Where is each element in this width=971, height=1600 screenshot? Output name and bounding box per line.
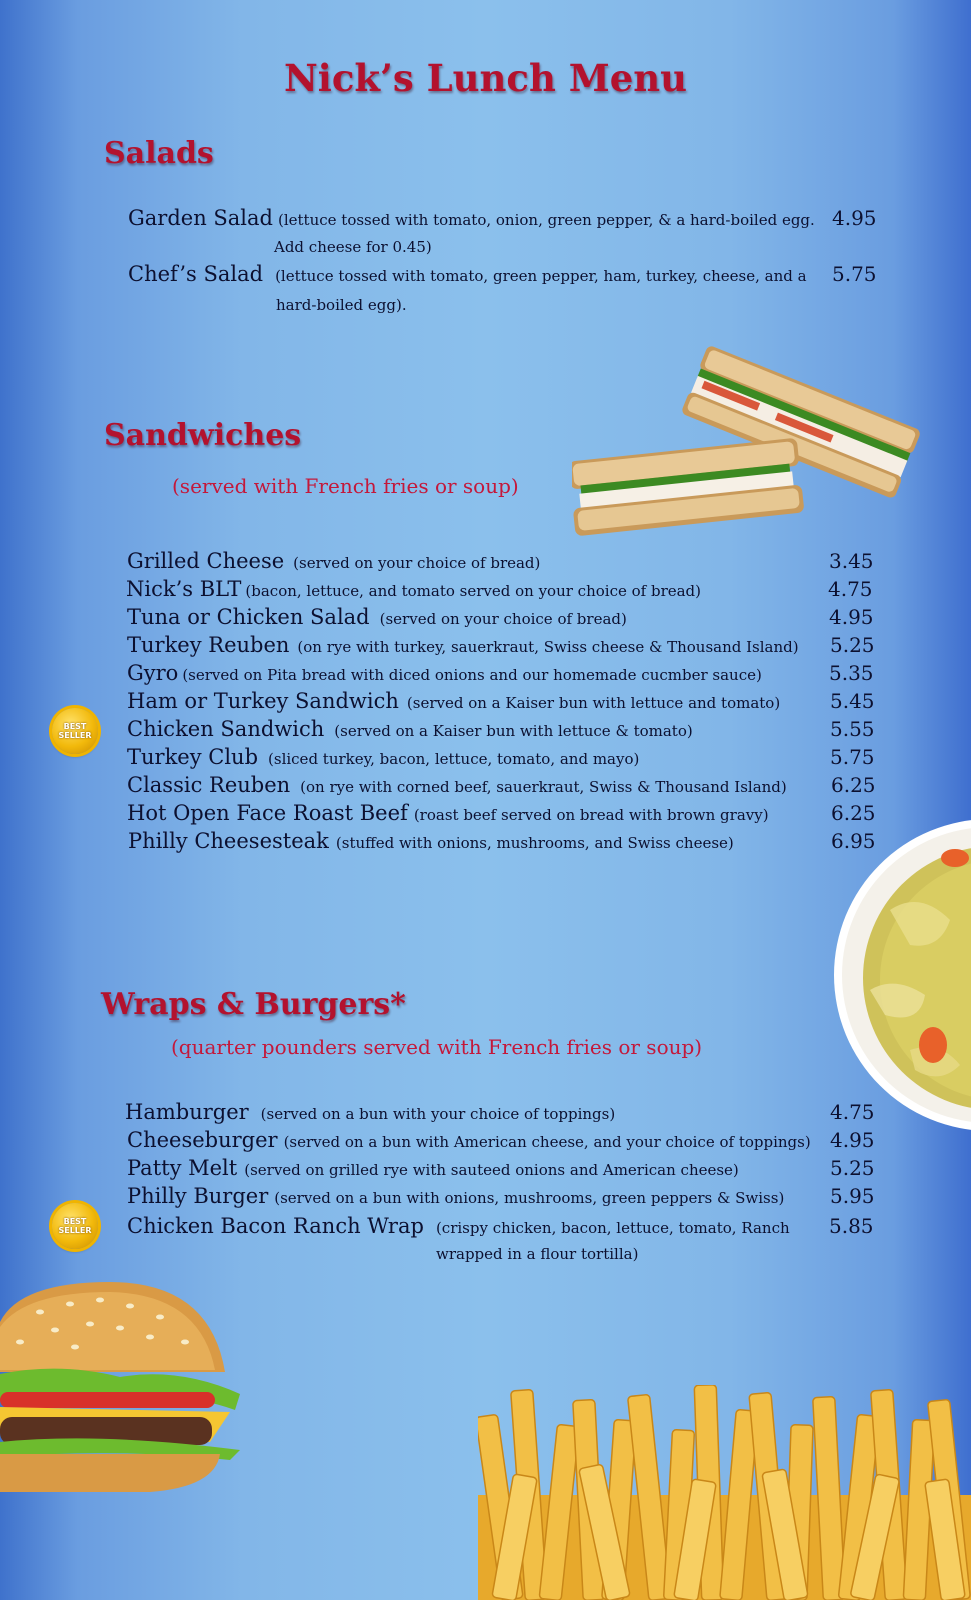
item-price: 5.95 — [830, 1184, 875, 1208]
item-name: Chef’s Salad — [128, 262, 264, 286]
item-description: (served on your choice of bread) — [293, 554, 541, 572]
item-price: 5.55 — [830, 717, 875, 741]
menu-item — [0, 773, 971, 801]
item-price: 4.95 — [830, 1128, 875, 1152]
item-name: Garden Salad — [128, 206, 273, 230]
menu-title: Nick’s Lunch Menu — [283, 56, 688, 100]
item-description: (served on grilled rye with sauteed onions and American cheese) — [244, 1161, 739, 1179]
item-description-cont: hard-boiled egg). — [276, 296, 407, 314]
sandwiches-heading: Sandwiches — [104, 418, 302, 453]
menu-item — [0, 206, 971, 234]
menu-item — [0, 1184, 971, 1212]
item-description: (sliced turkey, bacon, lettuce, tomato, and mayo) — [268, 750, 640, 768]
menu-item — [0, 262, 971, 290]
menu-item — [0, 633, 971, 661]
menu-item — [0, 549, 971, 577]
item-price: 5.75 — [832, 262, 877, 286]
item-description: (on rye with turkey, sauerkraut, Swiss cheese & Thousand Island) — [297, 638, 799, 656]
burger-image — [0, 1282, 250, 1532]
item-description: (bacon, lettuce, and tomato served on your choice of bread) — [245, 582, 702, 600]
menu-item — [0, 605, 971, 633]
item-price: 5.25 — [830, 1156, 875, 1180]
item-name: Gyro — [127, 661, 179, 685]
best-seller-badge: BEST SELLER — [52, 708, 98, 754]
item-price: 4.95 — [829, 605, 874, 629]
item-description: (on rye with corned beef, sauerkraut, Swiss & Thousand Island) — [300, 778, 787, 796]
item-description: (served on a Kaiser bun with lettuce and tomato) — [406, 694, 781, 712]
item-name: Hamburger — [125, 1100, 249, 1124]
wraps-heading: Wraps & Burgers* — [101, 987, 406, 1022]
menu-item — [0, 661, 971, 689]
item-description-cont: Add cheese for 0.45) — [274, 238, 432, 256]
best-seller-badge: BEST SELLER — [52, 1203, 98, 1249]
item-price: 4.75 — [830, 1100, 875, 1124]
item-description: (served on Pita bread with diced onions and our homemade cucmber sauce) — [182, 666, 762, 684]
item-price: 3.45 — [829, 549, 874, 573]
item-price: 5.75 — [830, 745, 875, 769]
item-description: (served on a Kaiser bun with lettuce & tomato) — [334, 722, 693, 740]
item-price: 5.85 — [829, 1214, 874, 1238]
item-name: Chicken Sandwich — [127, 717, 325, 741]
item-price: 6.95 — [831, 829, 876, 853]
menu-item — [0, 717, 971, 745]
item-name: Classic Reuben — [127, 773, 291, 797]
item-description: (served on a bun with American cheese, and your choice of toppings) — [283, 1133, 811, 1151]
item-description-cont: wrapped in a flour tortilla) — [436, 1245, 639, 1263]
item-description: (lettuce tossed with tomato, onion, green pepper, & a hard-boiled egg. — [278, 211, 815, 229]
item-description: (roast beef served on bread with brown gravy) — [413, 806, 769, 824]
item-name: Turkey Club — [127, 745, 259, 769]
menu-item — [0, 1100, 971, 1128]
item-name: Philly Cheesesteak — [128, 829, 329, 853]
wraps-subheading: (quarter pounders served with French fries or soup) — [171, 1035, 703, 1059]
menu-item — [0, 1156, 971, 1184]
item-name: Ham or Turkey Sandwich — [127, 689, 399, 713]
sandwich-image — [572, 345, 922, 550]
salads-heading: Salads — [104, 136, 214, 171]
menu-item — [0, 829, 971, 857]
french-fries-image — [478, 1385, 971, 1600]
item-price: 6.25 — [831, 773, 876, 797]
item-name: Nick’s BLT — [126, 577, 242, 601]
item-description: (crispy chicken, bacon, lettuce, tomato, Ranch — [435, 1219, 790, 1237]
item-description: (stuffed with onions, mushrooms, and Swiss cheese) — [335, 834, 734, 852]
menu-item — [0, 577, 971, 605]
menu-item — [0, 745, 971, 773]
item-name: Chicken Bacon Ranch Wrap — [127, 1214, 424, 1238]
item-description: (served on your choice of bread) — [379, 610, 627, 628]
item-name: Philly Burger — [127, 1184, 269, 1208]
item-name: Cheeseburger — [127, 1128, 278, 1152]
item-description: (served on a bun with onions, mushrooms, green peppers & Swiss) — [274, 1189, 785, 1207]
item-price: 4.75 — [828, 577, 873, 601]
menu-item — [0, 1128, 971, 1156]
sandwiches-subheading: (served with French fries or soup) — [172, 474, 519, 498]
item-name: Tuna or Chicken Salad — [127, 605, 370, 629]
item-name: Grilled Cheese — [127, 549, 285, 573]
item-price: 5.45 — [830, 689, 875, 713]
menu-item — [0, 801, 971, 829]
item-price: 5.35 — [829, 661, 874, 685]
item-description: (lettuce tossed with tomato, green pepper, ham, turkey, cheese, and a — [275, 267, 807, 285]
item-name: Patty Melt — [127, 1156, 238, 1180]
item-name: Turkey Reuben — [127, 633, 290, 657]
item-price: 6.25 — [831, 801, 876, 825]
item-price: 4.95 — [832, 206, 877, 230]
item-name: Hot Open Face Roast Beef — [127, 801, 408, 825]
item-price: 5.25 — [830, 633, 875, 657]
menu-item — [0, 1214, 971, 1242]
menu-item — [0, 689, 971, 717]
soup-bowl-image — [830, 820, 971, 1130]
item-description: (served on a bun with your choice of toppings) — [260, 1105, 616, 1123]
